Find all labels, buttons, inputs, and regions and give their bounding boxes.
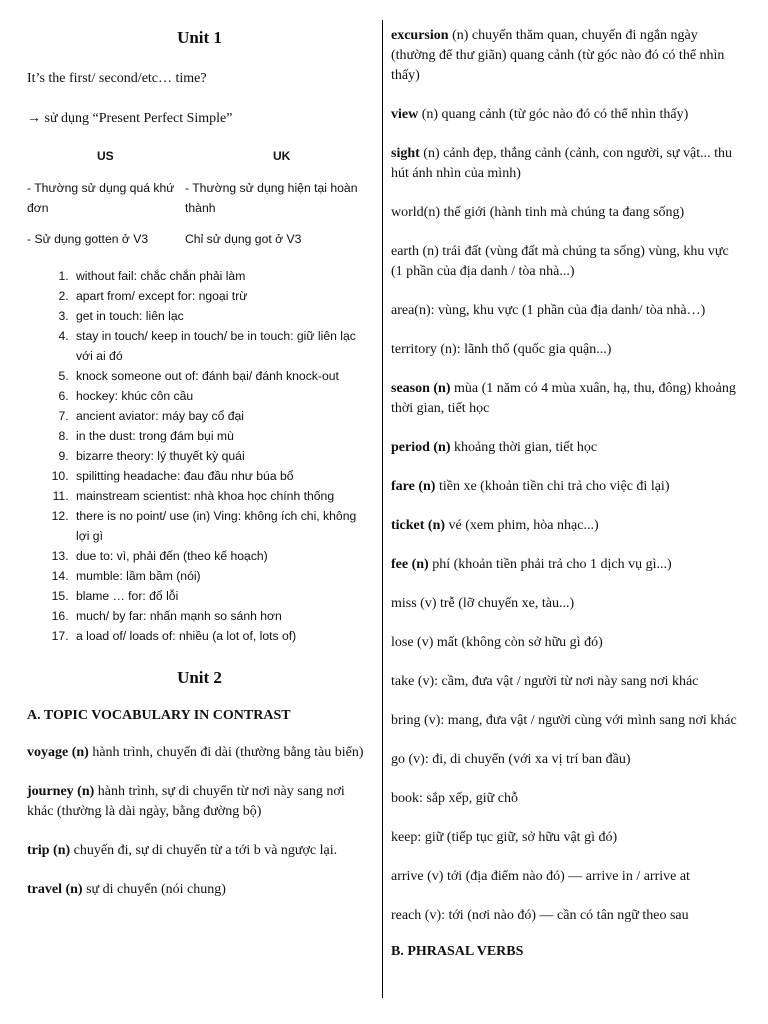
- list-item: 14. mumble: lầm bầm (nói): [72, 566, 372, 586]
- uk-header: UK: [273, 149, 291, 163]
- vocab-entry: [391, 144, 743, 184]
- entry-term: journey (n): [27, 784, 95, 799]
- us-uk-comparison: [27, 146, 372, 249]
- entry-definition: go (v): đi, di chuyển (với xa vị trí ban đầu): [391, 752, 631, 767]
- vocab-entry: [391, 301, 743, 321]
- entry-term: ticket (n): [391, 518, 446, 533]
- entry-definition: arrive (v) tới (địa điểm nào đó) — arrive in / arrive at: [391, 869, 690, 884]
- entry-term: sight: [391, 146, 420, 161]
- entry-definition: vé (xem phim, hòa nhạc...): [445, 518, 599, 533]
- right-column: [391, 26, 743, 960]
- entry-term: voyage (n): [27, 745, 89, 760]
- list-item: 9. bizarre theory: lý thuyết kỳ quái: [72, 446, 372, 466]
- entry-definition: hành trình, chuyến đi dài (thường bằng tàu biển): [88, 745, 364, 760]
- arrow-line: → sử dụng “Present Perfect Simple”: [27, 111, 233, 126]
- entry-definition: lose (v) mất (không còn sở hữu gì đó): [391, 635, 603, 650]
- vocab-entry: [391, 906, 743, 926]
- list-item: 10. spilitting headache: đau đầu như búa bổ: [72, 466, 372, 486]
- vocab-entry: [391, 242, 743, 282]
- entry-definition: book: sắp xếp, giữ chỗ: [391, 791, 518, 806]
- vocab-entry: [391, 555, 743, 575]
- vocab-entry: [391, 594, 743, 614]
- entry-definition: world(n) thế giới (hành tinh mà chúng ta đang sống): [391, 205, 685, 220]
- entry-term: excursion: [391, 28, 449, 43]
- list-item: 8. in the dust: trong đám bụi mù: [72, 426, 372, 446]
- entry-definition: territory (n): lãnh thổ (quốc gia quận...): [391, 342, 612, 357]
- entry-definition: phí (khoản tiền phải trả cho 1 dịch vụ gì...): [428, 557, 672, 572]
- entry-term: fare (n): [391, 479, 436, 494]
- entry-term: fee (n): [391, 557, 429, 572]
- vocab-entry: [391, 516, 743, 536]
- vocab-entry: [391, 867, 743, 887]
- entry-definition: tiền xe (khoản tiền chi trả cho việc đi lại): [435, 479, 670, 494]
- list-item: 2. apart from/ except for: ngoại trừ: [72, 286, 372, 306]
- list-item: 6. hockey: khúc côn cầu: [72, 386, 372, 406]
- vocab-list: [27, 266, 372, 646]
- entry-definition: chuyến đi, sự di chuyển từ a tới b và ngược lại.: [70, 843, 338, 858]
- us-cell: - Thường sử dụng quá khứ đơn: [27, 181, 175, 215]
- entry-definition: khoảng thời gian, tiết học: [450, 440, 598, 455]
- entry-definition: (n) chuyến thăm quan, chuyến đi ngắn ngày (thường để thư giãn) quang cảnh (từ góc nào đó có thể nhìn thấy): [391, 28, 725, 83]
- list-item: 4. stay in touch/ keep in touch/ be in touch: giữ liên lạc với ai đó: [72, 326, 372, 366]
- unit-1-title: Unit 1: [177, 28, 222, 47]
- list-item: 12. there is no point/ use (in) Ving: không ích chi, không lợi gì: [72, 506, 372, 546]
- list-item: 17. a load of/ loads of: nhiều (a lot of, lots of): [72, 626, 372, 646]
- vocab-entry: [391, 633, 743, 653]
- vocab-entry: [27, 880, 372, 900]
- entry-term: season (n): [391, 381, 451, 396]
- list-item: 1. without fail: chắc chắn phải làm: [72, 266, 372, 286]
- section-a-title: A. TOPIC VOCABULARY IN CONTRAST: [27, 708, 291, 723]
- unit-2-title: Unit 2: [177, 668, 222, 687]
- vocab-entry: [391, 750, 743, 770]
- vocab-entry: [27, 782, 372, 822]
- list-item: 15. blame … for: đổ lỗi: [72, 586, 372, 606]
- uk-cell: Chỉ sử dụng got ở V3: [185, 232, 302, 246]
- entry-definition: keep: giữ (tiếp tục giữ, sở hữu vật gì đó): [391, 830, 618, 845]
- vocab-entry: [391, 438, 743, 458]
- entry-definition: miss (v) trễ (lỡ chuyến xe, tàu...): [391, 596, 575, 611]
- section-b-title: B. PHRASAL VERBS: [391, 944, 524, 959]
- vocab-entry: [391, 477, 743, 497]
- vocab-entry: [391, 379, 743, 419]
- entry-term: period (n): [391, 440, 451, 455]
- list-item: 5. knock someone out of: đánh bại/ đánh knock-out: [72, 366, 372, 386]
- list-item: 7. ancient aviator: máy bay cổ đại: [72, 406, 372, 426]
- us-cell: - Sử dụng gotten ở V3: [27, 232, 149, 246]
- us-header: US: [97, 149, 114, 163]
- entry-definition: earth (n) trái đất (vùng đất mà chúng ta sống) vùng, khu vực (1 phần của địa danh / tòa nhà...): [391, 244, 729, 279]
- entry-term: trip (n): [27, 843, 71, 858]
- vocab-entry: [391, 711, 743, 731]
- vocab-entry: [391, 203, 743, 223]
- entry-definition: take (v): cầm, đưa vật / người từ nơi này sang nơi khác: [391, 674, 699, 689]
- entry-definition: (n) quang cảnh (từ góc nào đó có thể nhìn thấy): [418, 107, 689, 122]
- vocab-entry: [391, 105, 743, 125]
- list-item: 3. get in touch: liên lạc: [72, 306, 372, 326]
- vocab-entry: [27, 841, 372, 861]
- entry-term: view: [391, 107, 419, 122]
- uk-cell: - Thường sử dụng hiện tại hoàn thành: [185, 181, 358, 215]
- vocab-entry: [391, 340, 743, 360]
- entry-definition: mùa (1 năm có 4 mùa xuân, hạ, thu, đông) khoảng thời gian, tiết học: [391, 381, 736, 416]
- entry-definition: (n) cảnh đẹp, thắng cảnh (cảnh, con người, sự vật... thu hút ánh nhìn của mình): [391, 146, 733, 181]
- entry-term: travel (n): [27, 882, 83, 897]
- left-column: [27, 28, 372, 900]
- vocab-entry: [391, 789, 743, 809]
- vocab-entry: [391, 672, 743, 692]
- list-item: 13. due to: vì, phải đến (theo kế hoạch): [72, 546, 372, 566]
- entry-definition: hành trình, sự di chuyển từ nơi này sang nơi khác (thường là dài ngày, bằng đường bộ): [27, 784, 345, 819]
- column-divider: [382, 20, 383, 998]
- list-item: 11. mainstream scientist: nhà khoa học chính thống: [72, 486, 372, 506]
- entry-definition: area(n): vùng, khu vực (1 phần của địa danh/ tòa nhà…): [391, 303, 706, 318]
- vocab-entry: [27, 743, 372, 763]
- list-item: 16. much/ by far: nhấn mạnh so sánh hơn: [72, 606, 372, 626]
- entry-definition: sự di chuyển (nói chung): [82, 882, 226, 897]
- vocab-entry: [391, 828, 743, 848]
- entry-definition: bring (v): mang, đưa vật / người cùng với mình sang nơi khác: [391, 713, 737, 728]
- vocab-entry: [391, 26, 743, 86]
- entry-definition: reach (v): tới (nơi nào đó) — cần có tân ngữ theo sau: [391, 908, 689, 923]
- intro-line: It’s the first/ second/etc… time?: [27, 71, 207, 86]
